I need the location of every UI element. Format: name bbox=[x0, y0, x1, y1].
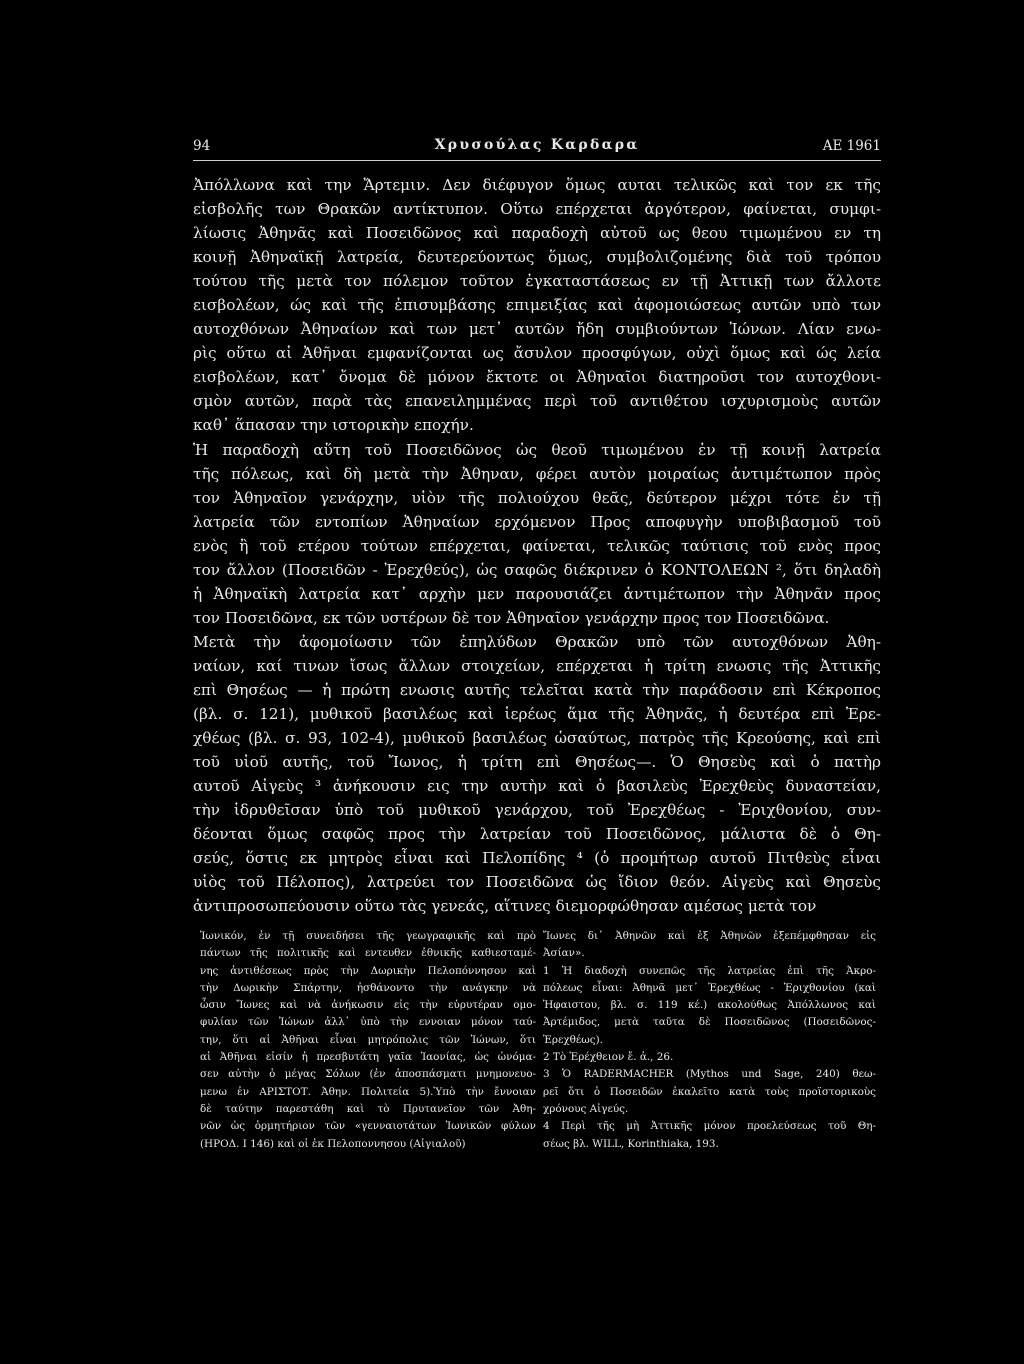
text-line: Ἡ παραδοχὴ αὕτη τοῦ Ποσειδῶνος ὡς θεοῦ τιμωμένου ἐν τῇ κοινῇ λατρεία bbox=[193, 440, 881, 459]
text-line: εισβολέων, ώς καὶ τῆς ἐπισυμβάσης επιμειξίας καὶ ἀφομοιώσεως αυτῶν υπὸ των bbox=[193, 296, 881, 315]
footnote-line: αἱ Ἀθῆναι εἰσίν ἡ πρεσβυτάτη γαῖα Ἰαονίας, ὡς ὠνόμα- bbox=[200, 1051, 536, 1064]
footnote-line: 4 Περὶ τῆς μὴ Ἀττικῆς μόνον προελεύσεως τοῦ Θη- bbox=[543, 1120, 876, 1133]
header-rule bbox=[193, 160, 881, 161]
main-text bbox=[193, 173, 881, 918]
footnote-line: Ἴωνες δι᾿ Ἀθηνῶν καὶ ἐξ Ἀθηνῶν ἐξεπέμφθησαν εἰς bbox=[543, 930, 876, 942]
text-line: τούτου τῆς μετὰ τον πόλεμον τοῦτον ἐγκαταστάσεως εν τῇ Ἀττικῇ των ἄλλοτε bbox=[193, 272, 881, 291]
footnote-line: Ἀσίαν». bbox=[543, 947, 585, 960]
footnote-line: σέως βλ. WILL, Korinthiaka, 193. bbox=[543, 1137, 719, 1150]
footnote-line: σεν αὐτὴν ὁ μέγας Σόλων (ἐν ἀποσπάσματι μνημονευο- bbox=[200, 1068, 536, 1081]
text-line: τὴν ἱδρυθεῖσαν ὑπὸ τοῦ μυθικοῦ γενάρχου, τοῦ Ἐρεχθέως - Ἐριχθονίου, συν- bbox=[193, 801, 881, 820]
text-line: ναίων, καί τινων ἴσως ἄλλων στοιχείων, επέρχεται ἡ τρίτη ενωσις τῆς Ἀττικῆς bbox=[193, 656, 881, 675]
footnote-line: 2 Τὸ Ἐρέχθειον ἔ. ἀ., 26. bbox=[543, 1051, 674, 1064]
footnote-line: πάντων τῆς πολιτικῆς καὶ εντευθεν ἐθνικῆς καθιεσταμέ- bbox=[200, 947, 536, 960]
running-header bbox=[193, 136, 881, 158]
text-line: εισβολέων, κατ᾿ ὄνομα δὲ μόνον ἔκτοτε οι Ἀθηναῖοι διατηροῦσι τον αυτοχθονι- bbox=[193, 368, 881, 387]
text-line: χθέως (βλ. σ. 93, 102-4), μυθικοῦ βασιλέως ὡσαύτως, πατρὸς τῆς Κρεούσης, καὶ επὶ bbox=[193, 729, 881, 748]
footnote-line: (ΗΡΟΔ. I 146) καὶ οἱ ἐκ Πελοποννησου (Αἰγιαλοῦ) bbox=[200, 1137, 466, 1150]
footnote-line: ρεῖ ὅτι ὁ Ποσειδῶν ἐκαλεῖτο κατὰ τοὺς προϊστορικοὺς bbox=[543, 1085, 876, 1098]
footnote-line: τὴν Δωρικὴν Σπάρτην, ἠσθάνοντο τὴν ανάγκην νὰ bbox=[200, 981, 536, 994]
footnote-line: 3 Ὁ RADERMACHER (Mythos und Sage, 240) θεω- bbox=[543, 1068, 876, 1081]
text-line: αυτοῦ Αἰγεὺς ³ ἀνήκουσιν εις την αυτὴν καὶ ὁ βασιλεὺς Ἐρεχθεὺς δυναστείαν, bbox=[193, 777, 881, 796]
text-line: ενὸς ἢ τοῦ ετέρου τούτων επέρχεται, φαίνεται, τελικῶς ταύτισις τοῦ ενὸς προς bbox=[193, 536, 881, 555]
text-line: αυτοχθόνων Ἀθηναίων καὶ των μετ᾿ αυτῶν ἤδη συμβιούντων Ἰώνων. Λίαν ενω- bbox=[193, 320, 881, 339]
text-line: τον ἄλλον (Ποσειδῶν - Ἐρεχθεύς), ὡς σαφῶς διέκρινεν ὁ ΚΟΝΤΟΛΕΩΝ ², ὅτι δηλαδὴ bbox=[193, 560, 881, 579]
footnote-line: Ἀρτέμιδος, μετὰ ταῦτα δὲ Ποσειδῶνος (Ποσειδῶνος- bbox=[543, 1016, 876, 1029]
footnote-line: Ἡφαιστου, βλ. σ. 119 κέ.) ακολούθως Ἀπόλλωνος καὶ bbox=[543, 999, 876, 1012]
text-line: επὶ Θησέως — ἡ πρώτη ενωσις αυτῆς τελεῖται κατὰ τὴν παράδοσιν επὶ Κέκροπος bbox=[193, 680, 881, 699]
text-line: τῆς πόλεως, καὶ δὴ μετὰ τὴν Ἀθηναν, φέρει αυτὸν μοιραίως ἀντιμέτωπον πρὸς bbox=[193, 464, 881, 483]
footnote-line: Ἰωνικόν, ἐν τῇ συνειδήσει τῆς γεωγραφικῆς καὶ πρὸ bbox=[200, 930, 536, 942]
footnote-line: την, ὅτι αἱ Ἀθῆναι εἶναι μητρόπολις τῶν Ἰώνων, ὅτι bbox=[200, 1033, 536, 1046]
footnote-line: Ἐρεχθέως). bbox=[543, 1033, 603, 1046]
footnote-line: χρόνους Αἰγεύς. bbox=[543, 1102, 629, 1115]
footnote-line: ὦσιν Ἴωνες καὶ νὰ ἀνήκωσιν εἰς τὴν εὐρυτέραν ομο- bbox=[200, 999, 536, 1012]
footnote-line: νῶν ὡς ὁρμητήριον τῶν «γενναιοτάτων Ἰωνικῶν φύλων bbox=[200, 1120, 536, 1133]
text-line: ἀντιπροσωπεύουσιν οὕτω τὰς γενεάς, αἵτινες διεμορφώθησαν αμέσως μετὰ τον bbox=[193, 897, 817, 916]
text-line: Ἀπόλλωνα καὶ την Ἄρτεμιν. Δεν διέφυγον ὅμως αυται τελικῶς καὶ τον εκ τῆς bbox=[193, 176, 881, 194]
text-line: λίωσις Ἀθηνᾶς καὶ Ποσειδῶνος καὶ παραδοχὴ αὐτοῦ ως θεου τιμωμένου εν τη bbox=[193, 224, 881, 243]
text-line: εἰσβολῆς των Θρακῶν αντίκτυπον. Οὕτω επέρχεται ἀργότερον, φαίνεται, συμφι- bbox=[193, 200, 881, 219]
footnote-line: 1 Ἡ διαδοχὴ συνεπῶς τῆς λατρείας ἐπὶ τῆς Ἀκρο- bbox=[543, 964, 876, 977]
journal-reference: ΑΕ 1961 bbox=[822, 138, 881, 154]
text-line: τοῦ υἱοῦ αυτῆς, τοῦ Ἴωνος, ἡ τρίτη επὶ Θησέως—. Ὁ Θησεὺς καὶ ὁ πατὴρ bbox=[193, 753, 881, 772]
text-line: λατρεία τῶν εντοπίων Ἀθηναίων ερχόμενον Προς αποφυγὴν υποβιβασμοῦ τοῦ bbox=[193, 512, 881, 531]
footnote-line: φυλίαν τῶν Ἰώνων ἀλλ᾿ ὑπὸ τὴν εννοιαν μόνον ταύ- bbox=[200, 1016, 536, 1029]
text-line: τον Ἀθηναῖον γενάρχην, υἱὸν τῆς πολιούχου θεᾶς, δεύτερον μέχρι τότε ἐν τῇ bbox=[193, 488, 881, 507]
text-line: Μετὰ τὴν ἀφομοίωσιν τῶν ἐπηλύδων Θρακῶν υπὸ τῶν αυτοχθόνων Ἀθη- bbox=[193, 632, 881, 651]
text-line: υἱὸς τοῦ Πέλοπος), λατρεύει τον Ποσειδῶνα ὡς ἴδιον θεόν. Αἰγεὺς καὶ Θησεὺς bbox=[193, 873, 881, 892]
text-line: δέονται ὅμως σαφῶς προς τὴν λατρείαν τοῦ Ποσειδῶνος, μάλιστα δὲ ὁ Θη- bbox=[193, 825, 881, 844]
footnotes-left-column bbox=[200, 928, 536, 1153]
text-line: κοινῇ Ἀθηναϊκῇ λατρεία, δευτερεύοντως ὅμως, συμβολιζομένης διὰ τοῦ τρόπου bbox=[193, 248, 881, 267]
text-line: τον Ποσειδῶνα, εκ τῶν υστέρων δὲ τον Ἀθηναῖον γενάρχην προς τον Ποσειδῶνα. bbox=[193, 608, 830, 627]
page-number: 94 bbox=[193, 138, 211, 154]
text-line: ρὶς οὕτω αἱ Ἀθῆναι εμφανίζονται ως ἄσυλον προσφύγων, οὐχὶ ὅμως καὶ ώς λεία bbox=[193, 344, 881, 363]
footnote-line: πόλεως εἶναι: Ἀθηνᾶ μετ᾿ Ἐρεχθέως - Ἐριχθονίου (καὶ bbox=[543, 981, 876, 994]
text-line: (βλ. σ. 121), μυθικοῦ βασιλέως καὶ ἱερέως ἅμα τῆς Ἀθηνᾶς, ἡ δευτέρα επὶ Ἐρε- bbox=[193, 705, 881, 724]
text-line: σμὸν αυτῶν, παρὰ τὰς επανειλημμένας περὶ τοῦ αντιθέτου ισχυρισμοὺς αυτῶν bbox=[193, 392, 881, 411]
footnote-line: νης ἀντιθέσεως πρὸς τὴν Δωρικὴν Πελοπόννησον καὶ bbox=[200, 964, 536, 977]
text-line: σεύς, ὅστις εκ μητρὸς εἶναι καὶ Πελοπίδης ⁴ (ὁ προμήτωρ αυτοῦ Πιτθεὺς εἶναι bbox=[193, 849, 881, 868]
text-line: ἡ Ἀθηναϊκὴ λατρεία κατ᾿ αρχὴν μεν παρουσιάζει ἀντιμέτωπον τὴν Ἀθηνᾶν προς bbox=[193, 584, 881, 603]
footnote-line: μενω ἐν ΑΡΙΣΤΟΤ. Ἀθην. Πολιτεία 5).Ὑπὸ τὴν ἔννοιαν bbox=[200, 1085, 536, 1098]
footnote-line: δὲ ταύτην παρεστάθη καὶ τὸ Πρυτανεῖον τῶν Ἀθη- bbox=[200, 1102, 536, 1115]
footnotes-right-column bbox=[543, 928, 876, 1153]
text-line: καθ᾿ ἅπασαν την ιστορικὴν εποχήν. bbox=[193, 416, 474, 435]
running-title: Χρυσούλας Καρδαρα bbox=[434, 137, 640, 153]
